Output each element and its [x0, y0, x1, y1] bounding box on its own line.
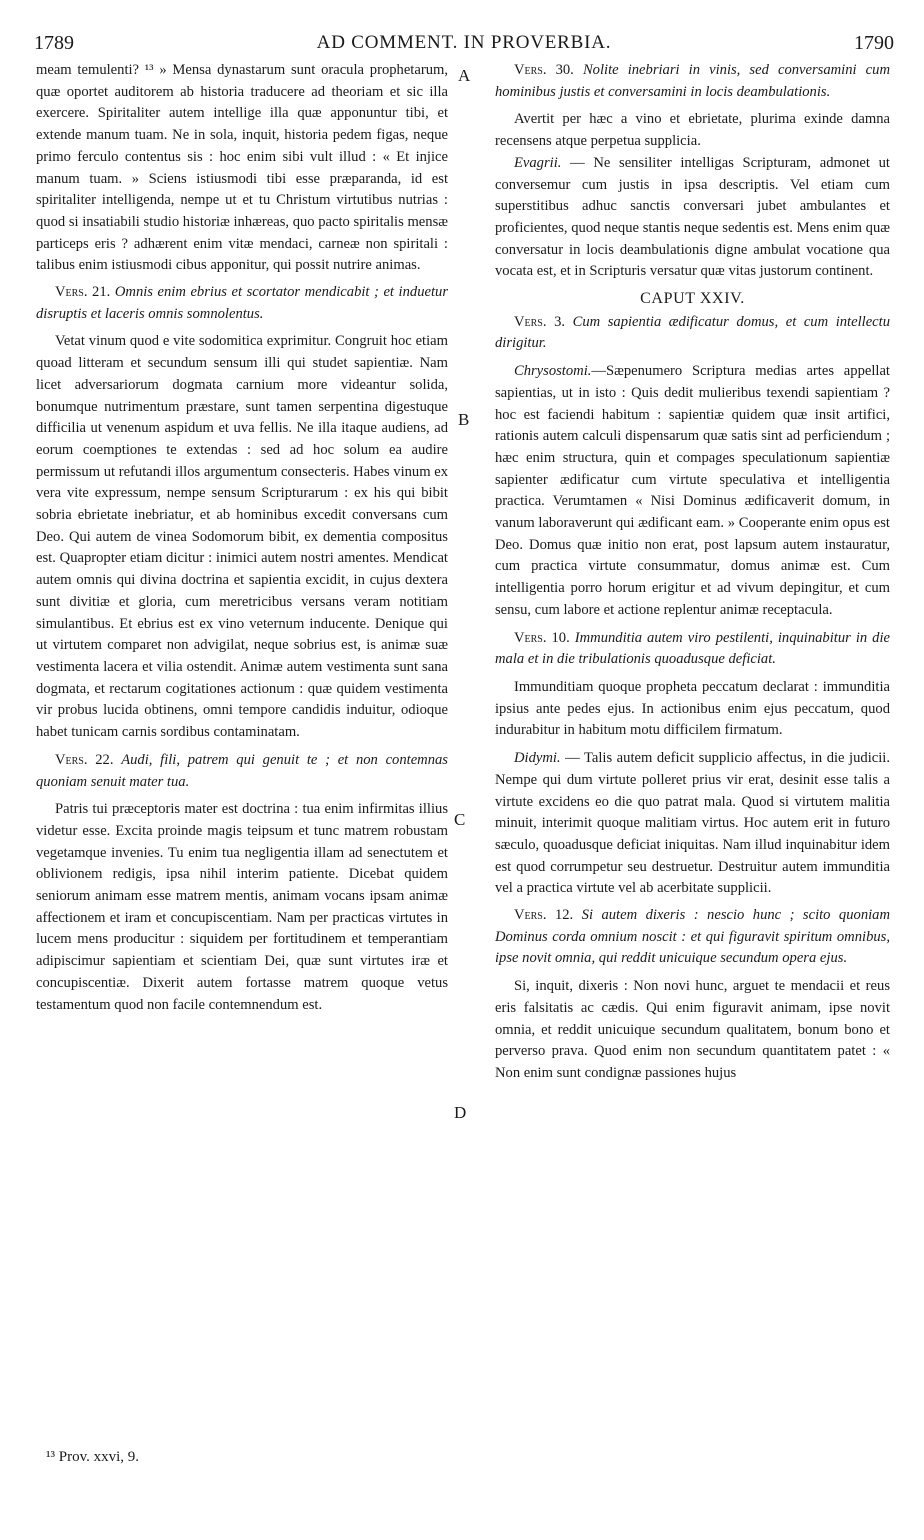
running-title: AD COMMENT. IN PROVERBIA.	[316, 32, 612, 53]
chapter-heading: CAPUT XXIV.	[640, 290, 745, 308]
margin-mark-a: A	[458, 66, 471, 85]
verse-3-text: Cum sapientia ædificatur domus, et cum intellectu dirigitur.	[495, 313, 890, 352]
margin-mark-c: C	[454, 810, 466, 829]
margin-mark-d: D	[454, 1103, 467, 1122]
verse-10-text: Immunditia autem viro pestilenti, inquinabitur in die mala et in die tribulationis quoadusque deficiat.	[495, 629, 891, 668]
left-column	[36, 60, 448, 1016]
right-column	[495, 60, 890, 1085]
verse-30	[495, 60, 890, 103]
right-column-number: 1790	[854, 32, 894, 54]
verse-3-label: Vers. 3.	[513, 313, 566, 330]
right-paragraph-1: Avertit per hæc a vino et ebrietate, plurima exinde damna recensens atque perpetua supplicia.	[495, 111, 890, 150]
verse-12-text: Si autem dixeris : nescio hunc ; scito quoniam Dominus corda omnium noscit : et qui figuravit spiritum omnibus, ipse novit omnia, qui reddit unicuique secundum opera ejus.	[495, 907, 891, 967]
left-paragraph-1: meam temulenti? ¹³ » Mensa dynastarum sunt oracula prophetarum, quæ oportet auditorem ab historia traducere ad theoriam et sic illa exercere. Spiritaliter autem intellige illa quæ apponuntur tibi, et extende manum tuam. Ne in sola, inquit, historia pedem figas, neque primo ferculo contentus sis : hoc enim sibi vult illud : « Et injice manum tuam. » Sciens istiusmodi tibi esse præparanda, id est spiritaliter intelligenda, nempe ut et tu Christum virtutibus nutrias : quod si insatiabili studio historiæ inhæreas, quo pacto spiritalis mensæ particeps eris ? adhærent enim vitæ mendaci, carneæ non spiritali : talibus enim istiusmodi cibus apponitur, qui possit nutrire animas.	[36, 62, 448, 274]
didymi-paragraph	[495, 748, 890, 900]
evagrii-text: — Ne sensiliter intelligas Scripturam, admonet ut conversemur cum justis in ipsa descriptis. Vel etiam cum superstitibus adhuc sanctis conversari jubet ambulantes et proficientes, quod neque stantis neque sedentis est. Mens enim quæ conversatur in locis deambulationis digne ambulat vocatione qua vocata est, et in Scripturis versatur quæ vitas justorum continent.	[495, 154, 890, 280]
verse-21	[36, 282, 448, 325]
didymi-label: Didymi.	[513, 750, 561, 767]
evagrii-paragraph	[495, 153, 890, 283]
verse-3	[495, 312, 890, 355]
chrysostomi-paragraph	[495, 361, 890, 621]
evagrii-label: Evagrii.	[513, 154, 562, 171]
verse-30-label: Vers. 30.	[513, 62, 574, 78]
verse-22-text: Audi, fili, patrem qui genuit te ; et non contemnas quoniam senuit mater tua.	[36, 751, 448, 790]
didymi-text: — Talis autem deficit supplicio affectus, in die judicii. Nempe qui dum virtute polleret prius vir erat, desinit esse talis a virtute excidens eo die quo patrat mala. Quod si virtutem malitia minuit, interimit quoque malitiam virtus. Hoc autem erit in futuro sæculo, quoadusque deficiat iniquitas. Nam illud inquinabitur idem est quod corrumpetur seu destruetur. Destruitur autem immunditia vel a practica virtute vel ab acerbitate supplicii.	[495, 750, 890, 897]
left-paragraph-3: Patris tui præceptoris mater est doctrina : tua enim infirmitas illius videtur esse. Excita proinde magis teipsum et tunc matrem robustam vegetamque invenies. Tu enim tua negligentia illam ad senectutem et oblivionem redigis, ipsa nihil interim patiente. Dicebat quidem seniorum animam esse matrem mentis, animam vocans ipsam animæ affectionem et iram et concupiscentiam. Nam per practicas virtutes in lucem mens producitur : siquidem per fortitudinem et temperantiam adipiscimur sapientiam et scientiam Dei, quæ sunt virtutes iræ et concupiscentiæ. Dixerit autem fortasse matrem quoque vetus testamentum quod non facile contemnendum est.	[36, 801, 448, 1013]
footnote: ¹³ Prov. xxvi, 9.	[46, 1449, 140, 1465]
right-paragraph-4: Immunditiam quoque propheta peccatum declarat : immunditia ipsius ante pedes ejus. In actionibus enim ejus peccatum, quod indurabitur in habitum motu difficilem firmatum.	[495, 678, 890, 739]
verse-21-text: Omnis enim ebrius et scortator mendicabit ; et induetur disruptis et laceris omnis somnolentus.	[36, 284, 448, 322]
chrysostomi-label: Chrysostomi.	[513, 363, 592, 380]
left-paragraph-2: Vetat vinum quod e vite sodomitica exprimitur. Congruit hoc etiam quoad litteram et secundum sensum illi qui studet sapientiæ. Nam licet adversariorum dogmata carnium more videantur solida, bonumque nutrimentum præstare, sunt tamen serpentina digestuque difficilia ut venenum aspidum et uva fellis. Ne illa itaque audiens, ad eorum coemptiones te extendas : sed ad hoc solum ea audire permissum ut refutandi illos argumentum consecteris. Habes vinum ex vera vite expressum, nempe sensum Scripturarum : ex his qui bibit sobria ebrietate inebriatur, et ab hominibus excedit conversans cum Deo. Qui autem de vinea Sodomorum bibit, ex dementia compositus est. Quapropter etiam dicitur : inimici autem nostri amentes. Mendicat autem omnis qui divina doctrina et sapientia excidit, in cujus dextera sunt divitiæ et gloria, cum meretricibus versans veram notitiam simulantibus. Et ebrius est ex vino veternum inducente. Denique qui ut virtutem comparet non advigilat, neque sobrius est, is animæ suæ vestimenta lacera et vilia ostendit. Animæ autem vestimenta sunt sana dogmata, et rectarum cogitationes actionum : quæ quidem vestimenta vir probus lucida obtinens, omni tempore candidis induitur, odioque habet tunicam carnis sordibus contaminatam.	[36, 333, 448, 741]
verse-22	[36, 750, 448, 793]
verse-21-label: Vers. 21.	[54, 284, 111, 301]
verse-12	[495, 905, 890, 970]
verse-30-text: Nolite inebriari in vinis, sed conversamini cum hominibus justis et conversamini in locis deambulationis.	[495, 62, 890, 100]
verse-12-label: Vers. 12.	[513, 907, 574, 924]
verse-10-label: Vers. 10.	[513, 629, 570, 646]
right-paragraph-6: Si, inquit, dixeris : Non novi hunc, arguet te mendacii et reus eris falsitatis ac cædis. Qui enim figuravit animam, ipse novit omnia, et reddit unicuique secundum qualitatem, bonum bono et perverso prava. Quod enim non secundum quantitatem patet : « Non enim sunt condignæ passiones hujus	[495, 978, 890, 1081]
verse-22-label: Vers. 22.	[54, 751, 114, 768]
margin-mark-b: B	[458, 410, 470, 429]
running-header	[34, 32, 894, 56]
chrysostomi-text: —Sæpenumero Scriptura medias artes appellat sapientias, ut in isto : Quis dedit mulieribus texendi sapientiam ? hoc est faciendi habitum : sapientiæ quidem quæ insit artifici, rationis autem calculi dispensarum quæ satis sint ad perficiendum ; hæc enim structura, quin et compages speculationum sapientiæ sapienter ædificatur cum virtute speculativa et intelligentia practica. Verumtamen « Nisi Dominus ædificaverit domum, in vanum laboraverunt qui ædificant eam. » Cooperante enim opus est Deo. Domus quæ initio non erat, post lapsum autem instauratur, cum practica virtute consummatur, domus animæ est. Cum intelligentia porro horum erigitur et ad vivum depingitur, et cum sensu, cum labore et actione replentur animæ receptacula.	[495, 363, 890, 618]
verse-10	[495, 628, 890, 671]
left-column-number: 1789	[34, 32, 74, 54]
